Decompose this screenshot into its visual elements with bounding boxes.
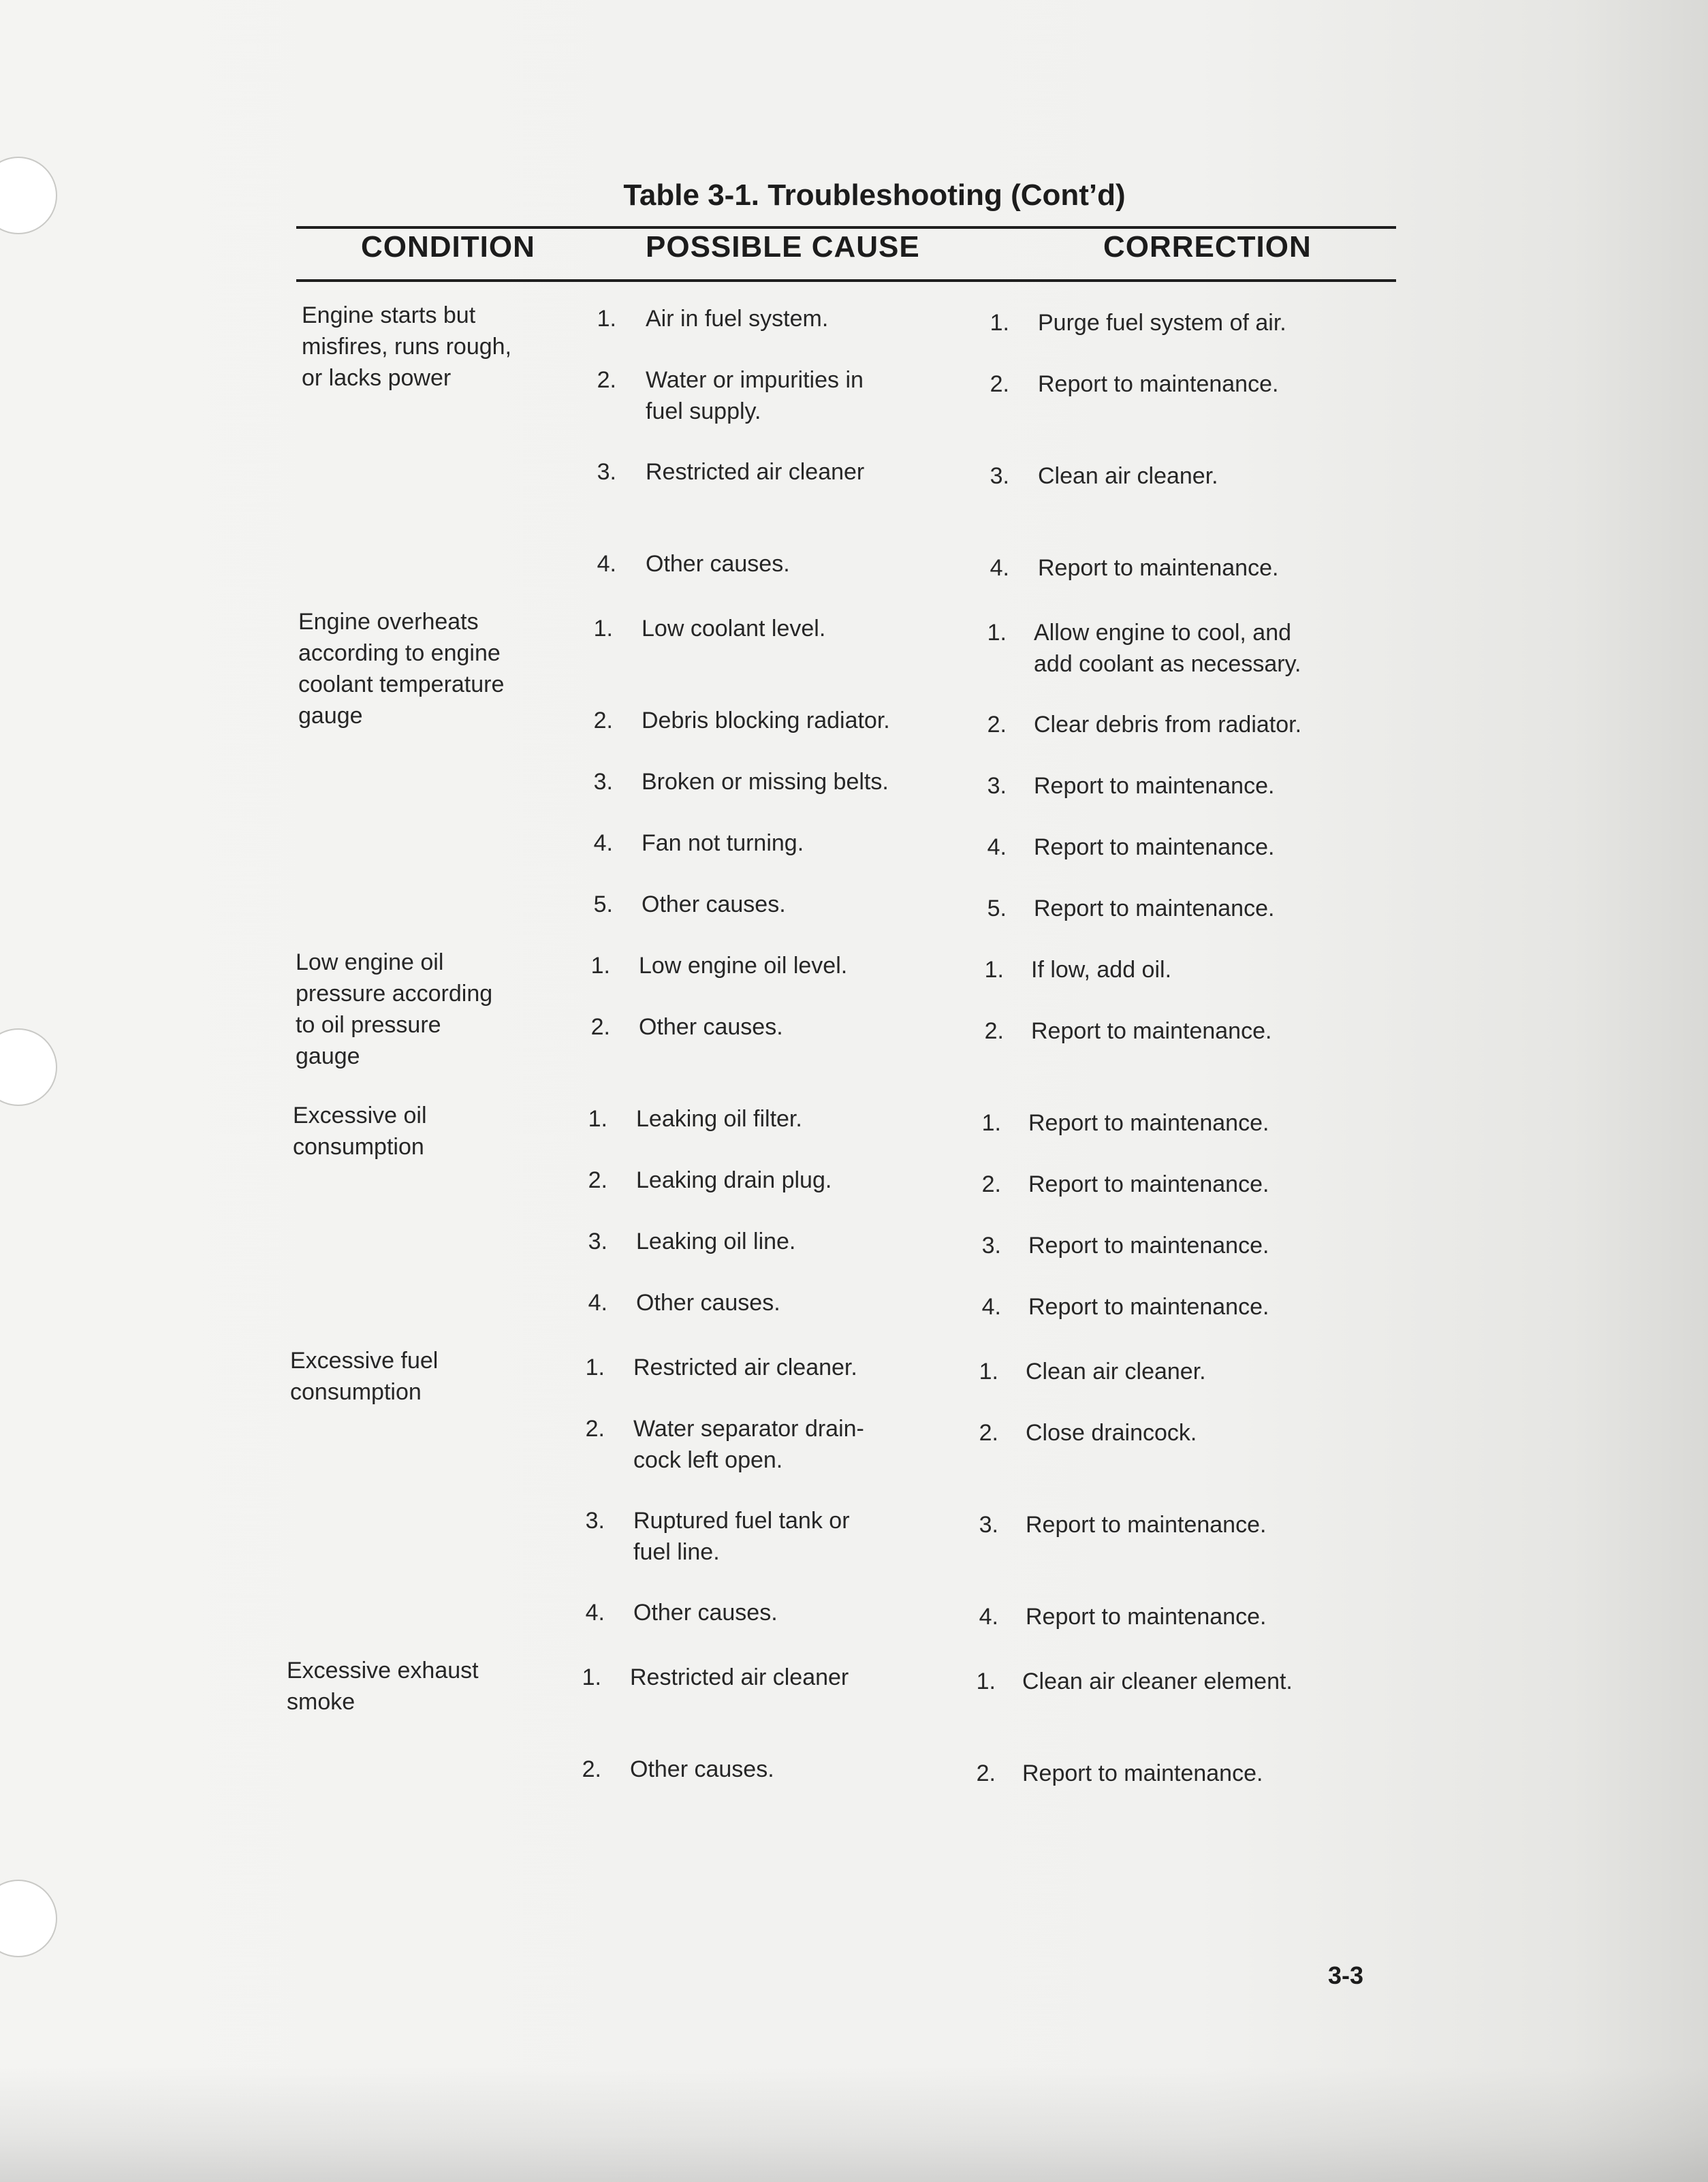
possible-cause-text: Restricted air cleaner [646, 459, 865, 485]
correction-number: 1. [976, 1669, 996, 1694]
cause-number: 2. [585, 1416, 605, 1442]
correction-text: Clean air cleaner. [1026, 1359, 1206, 1385]
cause-number: 3. [597, 459, 616, 485]
header-condition: CONDITION [361, 230, 535, 264]
correction-number: 1. [990, 310, 1009, 336]
correction-number: 2. [990, 371, 1009, 397]
correction-number: 3. [979, 1512, 998, 1538]
possible-cause-text: Restricted air cleaner. [633, 1355, 857, 1380]
possible-cause-text: Leaking oil line. [636, 1229, 796, 1254]
correction-number: 2. [984, 1018, 1004, 1044]
possible-cause-text: Broken or missing belts. [642, 769, 889, 795]
correction-text: Report to maintenance. [1038, 555, 1279, 581]
possible-cause-text: Other causes. [639, 1014, 783, 1040]
cause-number: 2. [588, 1167, 607, 1193]
possible-cause-text: Other causes. [646, 551, 790, 577]
page-number: 3-3 [1328, 1961, 1364, 1989]
correction-text: Report to maintenance. [1028, 1294, 1269, 1320]
correction-text: Report to maintenance. [1031, 1018, 1272, 1044]
correction-text: Clean air cleaner element. [1022, 1669, 1293, 1694]
possible-cause-text: Low engine oil level. [639, 953, 848, 979]
cause-number: 1. [585, 1355, 605, 1380]
correction-text: Report to maintenance. [1028, 1233, 1269, 1259]
cause-number: 2. [593, 708, 613, 733]
correction-number: 3. [987, 773, 1007, 799]
correction-number: 4. [990, 555, 1009, 581]
correction-text: Report to maintenance. [1026, 1604, 1267, 1630]
condition-text: Excessive fuel consumption [290, 1348, 439, 1405]
cause-number: 4. [588, 1290, 607, 1316]
correction-number: 1. [987, 620, 1007, 646]
correction-number: 2. [976, 1760, 996, 1786]
cause-number: 2. [590, 1014, 610, 1040]
correction-text: Report to maintenance. [1026, 1512, 1267, 1538]
header-bottom-rule [296, 279, 1396, 282]
possible-cause-text: Leaking drain plug. [636, 1167, 832, 1193]
correction-number: 1. [984, 957, 1004, 983]
possible-cause-text: Fan not turning. [642, 830, 804, 856]
cause-number: 4. [597, 551, 616, 577]
possible-cause-text: Water or impurities in fuel supply. [646, 367, 864, 424]
cause-number: 1. [597, 306, 616, 332]
condition-text: Engine overheats according to engine coolant temperature gauge [298, 609, 505, 729]
cause-number: 3. [585, 1508, 605, 1534]
correction-text: Report to maintenance. [1022, 1760, 1263, 1786]
scan-shadow [0, 2066, 1708, 2182]
cause-number: 3. [588, 1229, 607, 1254]
correction-number: 2. [981, 1171, 1001, 1197]
header-correction: CORRECTION [1103, 230, 1312, 264]
cause-number: 1. [582, 1664, 601, 1690]
possible-cause-text: Debris blocking radiator. [642, 708, 890, 733]
correction-number: 1. [981, 1110, 1001, 1136]
possible-cause-text: Other causes. [636, 1290, 780, 1316]
cause-number: 2. [597, 367, 616, 393]
correction-text: Report to maintenance. [1028, 1110, 1269, 1136]
correction-number: 2. [987, 712, 1007, 738]
correction-text: Purge fuel system of air. [1038, 310, 1286, 336]
correction-number: 1. [979, 1359, 998, 1385]
correction-text: Report to maintenance. [1034, 834, 1275, 860]
cause-number: 2. [582, 1756, 601, 1782]
correction-number: 5. [987, 896, 1007, 921]
correction-text: Clear debris from radiator. [1034, 712, 1302, 738]
condition-text: Excessive exhaust smoke [287, 1658, 479, 1715]
correction-number: 4. [987, 834, 1007, 860]
correction-number: 2. [979, 1420, 998, 1446]
correction-text: Close draincock. [1026, 1420, 1197, 1446]
correction-text: If low, add oil. [1031, 957, 1172, 983]
cause-number: 5. [593, 891, 613, 917]
header-top-rule [296, 226, 1396, 229]
cause-number: 1. [590, 953, 610, 979]
table-title: Table 3-1. Troubleshooting (Cont’d) [623, 178, 1126, 212]
correction-number: 4. [979, 1604, 998, 1630]
possible-cause-text: Water separator drain- cock left open. [633, 1416, 864, 1473]
correction-number: 3. [990, 463, 1009, 489]
possible-cause-text: Ruptured fuel tank or fuel line. [633, 1508, 850, 1565]
condition-text: Low engine oil pressure according to oil pressure gauge [296, 949, 493, 1069]
correction-text: Report to maintenance. [1034, 773, 1275, 799]
cause-number: 1. [593, 616, 613, 642]
possible-cause-text: Low coolant level. [642, 616, 826, 642]
condition-text: Excessive oil consumption [293, 1103, 427, 1160]
correction-text: Report to maintenance. [1034, 896, 1275, 921]
punch-hole [0, 1028, 57, 1106]
possible-cause-text: Restricted air cleaner [630, 1664, 849, 1690]
correction-text: Report to maintenance. [1038, 371, 1279, 397]
correction-number: 3. [981, 1233, 1001, 1259]
cause-number: 4. [593, 830, 613, 856]
cause-number: 4. [585, 1600, 605, 1626]
correction-number: 4. [981, 1294, 1001, 1320]
correction-text: Allow engine to cool, and add coolant as necessary. [1034, 620, 1301, 677]
header-possible-cause: POSSIBLE CAUSE [646, 230, 920, 264]
correction-text: Clean air cleaner. [1038, 463, 1218, 489]
possible-cause-text: Air in fuel system. [646, 306, 829, 332]
punch-hole [0, 1880, 57, 1957]
cause-number: 3. [593, 769, 613, 795]
correction-text: Report to maintenance. [1028, 1171, 1269, 1197]
cause-number: 1. [588, 1106, 607, 1132]
possible-cause-text: Leaking oil filter. [636, 1106, 802, 1132]
condition-text: Engine starts but misfires, runs rough, or lacks power [302, 302, 511, 391]
possible-cause-text: Other causes. [633, 1600, 778, 1626]
possible-cause-text: Other causes. [642, 891, 786, 917]
possible-cause-text: Other causes. [630, 1756, 774, 1782]
